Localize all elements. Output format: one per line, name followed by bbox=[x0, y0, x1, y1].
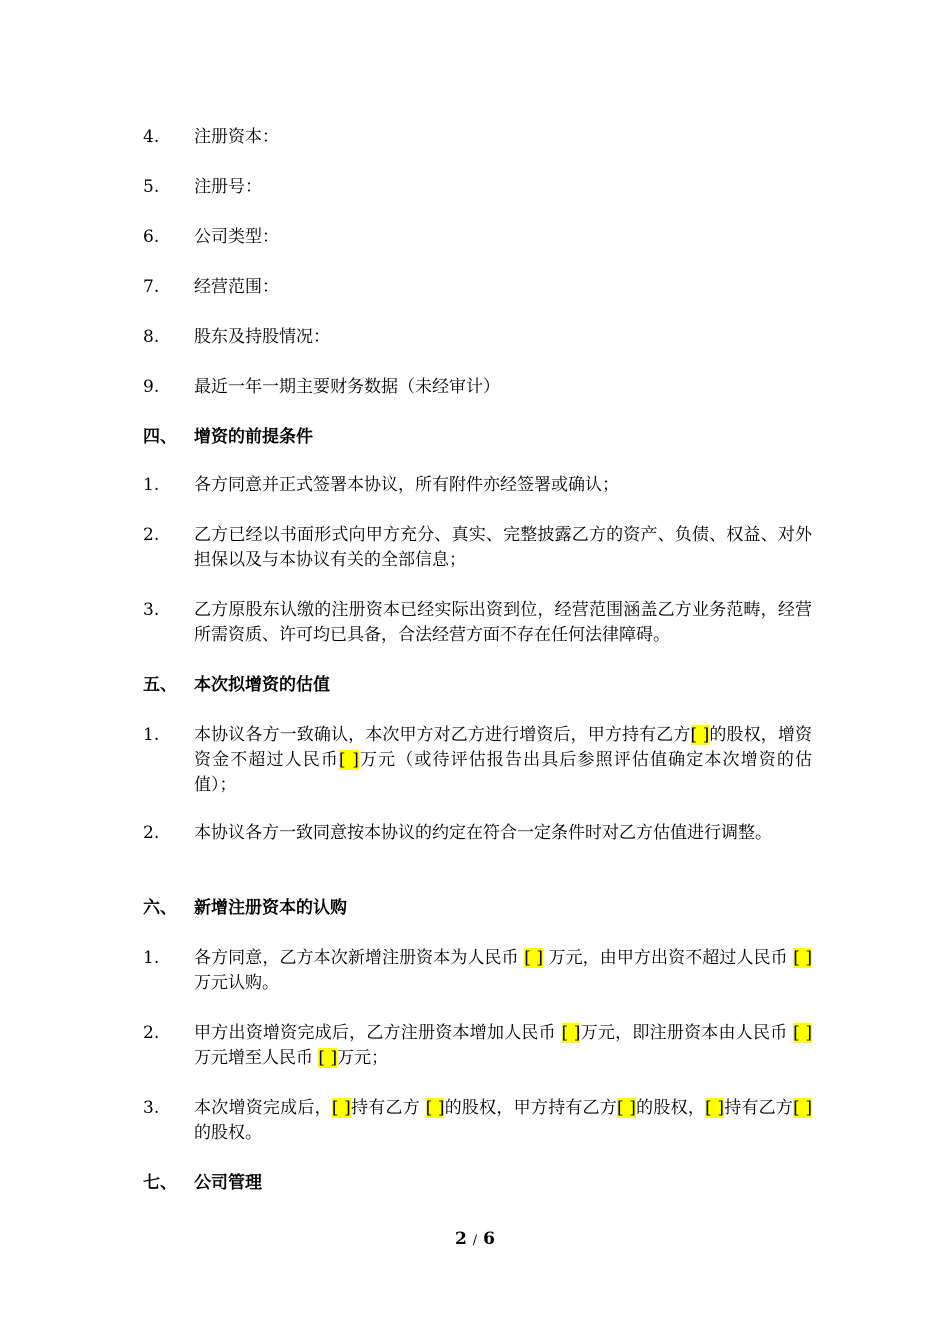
item-text bbox=[194, 473, 812, 498]
item-number: 1. bbox=[143, 725, 160, 745]
blank-placeholder: [ ] bbox=[793, 1098, 813, 1118]
page-total: 6 bbox=[483, 1229, 495, 1249]
text-segment: 本协议各方一致同意按本协议的约定在符合一定条件时对乙方估值进行调整。 bbox=[194, 823, 772, 843]
text-segment: 最近一年一期主要财务数据（未经审计） bbox=[194, 377, 500, 397]
blank-placeholder: [ ] bbox=[793, 948, 813, 968]
text-segment: 持有乙方 bbox=[723, 1098, 794, 1118]
item-number: 7. bbox=[143, 277, 160, 297]
item-text bbox=[194, 598, 812, 648]
item-text bbox=[194, 673, 812, 698]
item-number: 五、 bbox=[143, 675, 177, 695]
item-text bbox=[194, 125, 812, 150]
item-number: 四、 bbox=[143, 427, 177, 447]
item-number: 8. bbox=[143, 327, 160, 347]
item-text bbox=[194, 1021, 812, 1071]
blank-placeholder: [ ] bbox=[425, 1098, 445, 1118]
item-number: 六、 bbox=[143, 898, 177, 918]
item-number: 3. bbox=[143, 600, 160, 620]
text-segment: 万元； bbox=[337, 1048, 389, 1068]
item-number: 3. bbox=[143, 1098, 160, 1118]
text-segment: 经营范围： bbox=[194, 277, 279, 297]
text-segment: 各方同意，乙方本次新增注册资本为人民币 bbox=[194, 948, 525, 968]
item-text bbox=[194, 523, 812, 573]
blank-placeholder: [ ] bbox=[524, 948, 543, 968]
text-segment: 公司管理 bbox=[194, 1173, 262, 1193]
text-segment: 注册资本： bbox=[194, 127, 279, 147]
item-text bbox=[194, 946, 812, 996]
text-segment: 万元认购。 bbox=[194, 973, 279, 993]
blank-placeholder: [ ] bbox=[690, 725, 710, 745]
blank-placeholder: [ ] bbox=[793, 1023, 813, 1043]
page-separator: / bbox=[472, 1233, 478, 1248]
item-number: 七、 bbox=[143, 1173, 177, 1193]
text-segment: 甲方出资增资完成后，乙方注册资本增加人民币 bbox=[194, 1023, 562, 1043]
item-number: 1. bbox=[143, 948, 160, 968]
text-segment: 的股权，甲方持有乙方 bbox=[444, 1098, 618, 1118]
item-number: 9. bbox=[143, 377, 160, 397]
item-text bbox=[194, 821, 812, 846]
blank-placeholder: [ ] bbox=[339, 750, 359, 770]
blank-placeholder: [ ] bbox=[561, 1023, 581, 1043]
text-segment: 新增注册资本的认购 bbox=[194, 898, 347, 918]
item-number: 5. bbox=[143, 177, 160, 197]
item-text bbox=[194, 425, 812, 450]
text-segment: 的股权， bbox=[635, 1098, 706, 1118]
text-segment: 万元，由甲方出资不超过人民币 bbox=[542, 948, 794, 968]
text-segment: 乙方原股东认缴的注册资本已经实际出资到位，经营范围涵盖乙方业务范畴，经营所需资质、许可均已具备，合法经营方面不存在任何法律障碍。 bbox=[194, 600, 812, 645]
blank-placeholder: [ ] bbox=[705, 1098, 724, 1118]
text-segment: 持有乙方 bbox=[350, 1098, 426, 1118]
text-segment: 本次增资完成后， bbox=[194, 1098, 332, 1118]
blank-placeholder: [ ] bbox=[617, 1098, 636, 1118]
item-number: 6. bbox=[143, 227, 160, 247]
item-text bbox=[194, 1096, 812, 1146]
item-number: 2. bbox=[143, 1023, 160, 1043]
item-number: 4. bbox=[143, 127, 160, 147]
item-text bbox=[194, 225, 812, 250]
item-text bbox=[194, 896, 812, 921]
item-text bbox=[194, 723, 812, 798]
text-segment: 万元增至人民币 bbox=[194, 1048, 319, 1068]
text-segment: 本次拟增资的估值 bbox=[194, 675, 330, 695]
text-segment: 本协议各方一致确认，本次甲方对乙方进行增资后，甲方持有乙方 bbox=[194, 725, 691, 745]
text-segment: 的股权，增资资金不超过人民币 bbox=[194, 725, 813, 770]
blank-placeholder: [ ] bbox=[331, 1098, 351, 1118]
item-text bbox=[194, 1171, 812, 1196]
text-segment: 各方同意并正式签署本协议，所有附件亦经签署或确认； bbox=[194, 475, 619, 495]
item-text bbox=[194, 175, 812, 200]
item-text bbox=[194, 325, 812, 350]
item-number: 1. bbox=[143, 475, 160, 495]
blank-placeholder: [ ] bbox=[318, 1048, 338, 1068]
item-number: 2. bbox=[143, 823, 160, 843]
text-segment: 公司类型： bbox=[194, 227, 279, 247]
text-segment: 增资的前提条件 bbox=[194, 427, 313, 447]
text-segment: 万元（或待评估报告出具后参照评估值确定本次增资的估值）； bbox=[194, 750, 813, 795]
item-text bbox=[194, 375, 812, 400]
page-current: 2 bbox=[455, 1229, 467, 1249]
text-segment: 股东及持股情况： bbox=[194, 327, 330, 347]
text-segment: 的股权。 bbox=[194, 1123, 262, 1143]
text-segment: 万元，即注册资本由人民币 bbox=[580, 1023, 794, 1043]
item-text bbox=[194, 275, 812, 300]
item-number: 2. bbox=[143, 525, 160, 545]
page-number bbox=[0, 1227, 950, 1253]
text-segment: 注册号： bbox=[194, 177, 262, 197]
text-segment: 乙方已经以书面形式向甲方充分、真实、完整披露乙方的资产、负债、权益、对外担保以及与本协议有关的全部信息； bbox=[194, 525, 812, 570]
